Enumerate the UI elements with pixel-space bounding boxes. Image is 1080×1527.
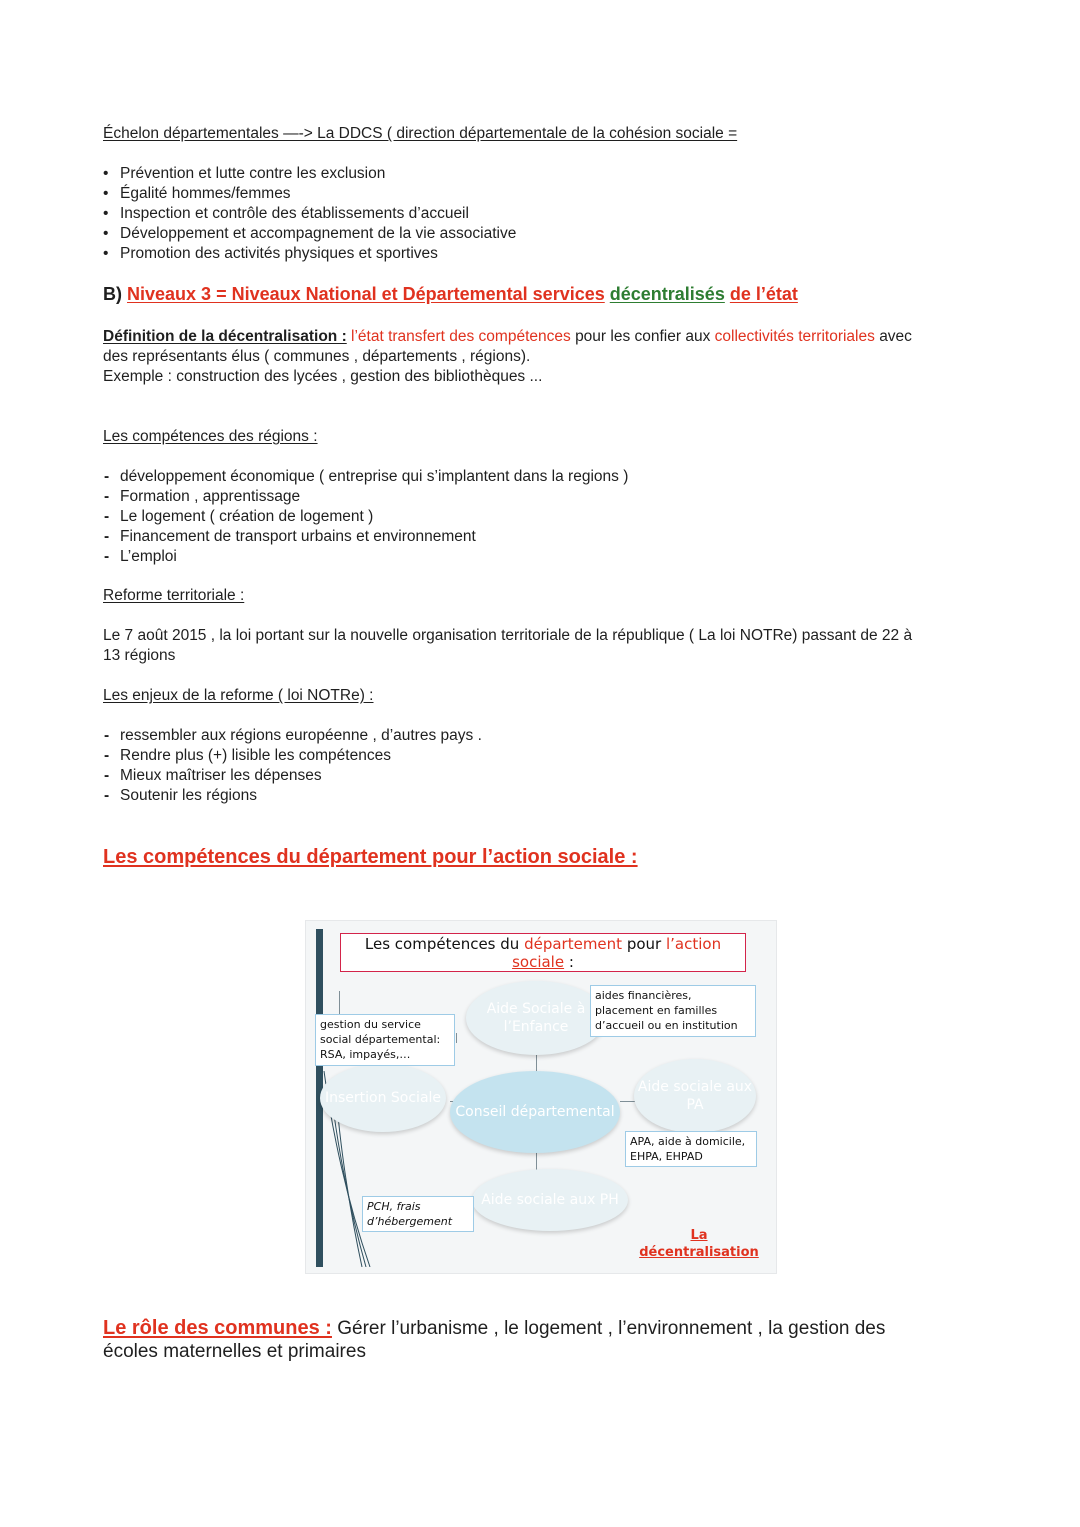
list-item: - Financement de transport urbains et environnement (103, 527, 628, 547)
node-aide-sociale-enfance: Aide Sociale à l’Enfance (466, 981, 606, 1055)
communes-text2: écoles maternelles et primaires (103, 1341, 366, 1362)
slide-title-part: pour (626, 935, 662, 953)
departement-heading: Les compétences du département pour l’action sociale : (103, 846, 638, 868)
list-item: - ressembler aux régions européenne , d’autres pays . (103, 726, 482, 746)
reforme-heading: Reforme territoriale : (103, 587, 245, 604)
slide-title-part: sociale (512, 953, 565, 971)
section-b-title (103, 284, 798, 305)
communes-block (103, 1317, 983, 1363)
slide-footer (636, 1227, 762, 1261)
reforme-text (103, 626, 983, 666)
reforme-line1: Le 7 août 2015 , la loi portant sur la nouvelle organisation territoriale de la république ( La loi NOTRe) passant de 22 à (103, 627, 913, 644)
slide-title-part: département (524, 935, 623, 953)
list-item: • Égalité hommes/femmes (103, 184, 516, 204)
node-aide-sociale-pa: Aide sociale aux PA (634, 1059, 756, 1133)
list-item: - L’emploi (103, 547, 628, 567)
definition-end: avec (879, 328, 912, 345)
list-item: • Promotion des activités physiques et sportives (103, 244, 516, 264)
slide-footer-line: décentralisation (639, 1245, 759, 1260)
section-b-title-part3: de l’état (729, 284, 798, 304)
label-pch: PCH, frais d’hébergement (362, 1196, 474, 1232)
regions-list (103, 467, 628, 567)
list-item: - Soutenir les régions (103, 786, 482, 806)
slide-footer-line: La (690, 1228, 708, 1243)
definition-block (103, 327, 983, 387)
definition-label: Définition de la décentralisation : (103, 328, 347, 345)
section-b-prefix: B) (103, 284, 122, 304)
communes-label: Le rôle des communes : (103, 1317, 332, 1339)
list-item: - Rendre plus (+) lisible les compétences (103, 746, 482, 766)
slide-title-part: Les compétences du (364, 935, 520, 953)
definition-line3: Exemple : construction des lycées , gestion des bibliothèques ... (103, 368, 543, 385)
list-item: - Le logement ( création de logement ) (103, 507, 628, 527)
label-service-social: gestion du service social départemental: RSA, impayés,… (315, 1014, 455, 1066)
node-insertion-sociale: Insertion Sociale (320, 1064, 446, 1132)
connector-line (456, 1033, 457, 1043)
list-item: - Formation , apprentissage (103, 487, 628, 507)
ddcs-heading: Échelon départementales —-> La DDCS ( direction départementale de la cohésion sociale = (103, 125, 738, 142)
section-b-title-part2: décentralisés (609, 284, 725, 304)
list-item: • Développement et accompagnement de la vie associative (103, 224, 516, 244)
node-aide-sociale-ph: Aide sociale aux PH (472, 1169, 628, 1231)
decentralisation-slide (305, 920, 777, 1274)
reforme-line2: 13 régions (103, 647, 176, 664)
list-item: - développement économique ( entreprise qui s’implantent dans la regions ) (103, 467, 628, 487)
list-item: • Prévention et lutte contre les exclusion (103, 164, 516, 184)
node-conseil-departemental: Conseil départemental (450, 1071, 620, 1153)
definition-mid: pour les confier aux (575, 328, 711, 345)
definition-red1: l’état transfert des compétences (351, 328, 571, 345)
definition-line1 (103, 327, 983, 347)
enjeux-list (103, 726, 482, 806)
section-b-title-part1: Niveaux 3 = Niveaux National et Départemental services (127, 284, 605, 304)
list-item: - Mieux maîtriser les dépenses (103, 766, 482, 786)
definition-line2: des représentants élus ( communes , départements , régions). (103, 348, 531, 365)
label-apa: APA, aide à domicile, EHPA, EHPAD (625, 1131, 757, 1167)
slide-title-part: l’action (665, 935, 722, 953)
label-aides-financieres: aides financières, placement en familles d’accueil ou en institution (590, 985, 756, 1037)
ddcs-list (103, 164, 516, 264)
definition-red2: collectivités territoriales (714, 328, 875, 345)
slide-title (340, 933, 746, 972)
list-item: • Inspection et contrôle des établissements d’accueil (103, 204, 516, 224)
slide-title-part: : (568, 953, 574, 971)
communes-text1: Gérer l’urbanisme , le logement , l’environnement , la gestion des (337, 1318, 886, 1339)
enjeux-heading: Les enjeux de la reforme ( loi NOTRe) : (103, 687, 374, 704)
regions-heading: Les compétences des régions : (103, 428, 318, 445)
